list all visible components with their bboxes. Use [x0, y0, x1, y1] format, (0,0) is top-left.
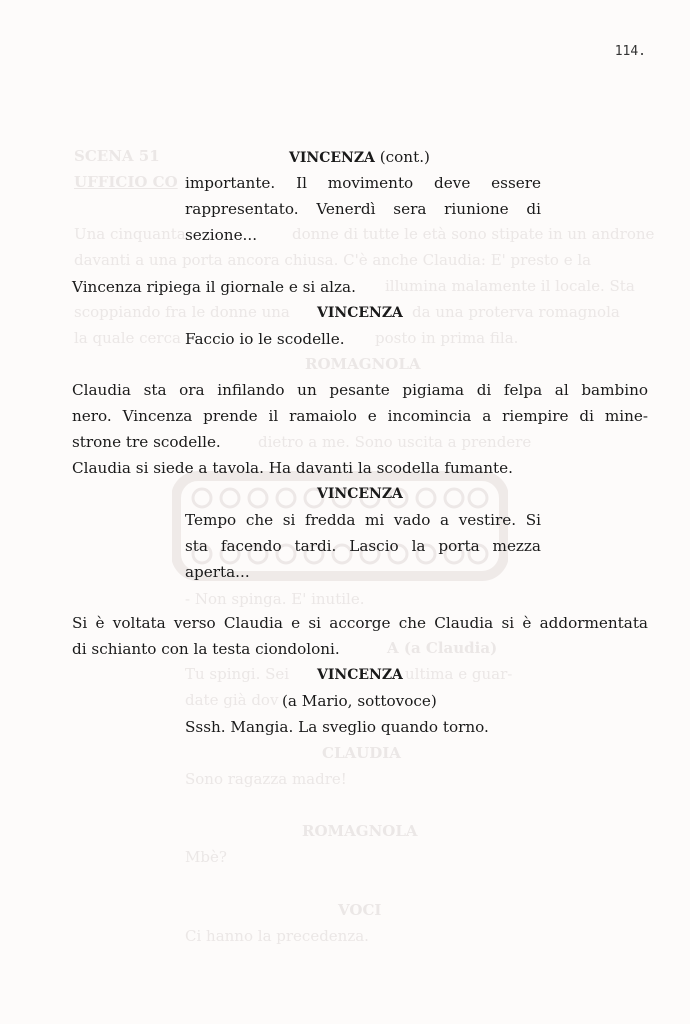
bleed-dialogue-line: dietro a me. Sono uscita a prendere — [258, 433, 532, 451]
dialogue-line: aperta... — [185, 563, 250, 581]
bleed-character: CLAUDIA — [322, 744, 401, 762]
bleed-description-line: da una proterva romagnola — [412, 303, 620, 321]
bleed-description-line: donne di tutte le età sono stipate in un androne — [292, 225, 655, 243]
character-cue — [289, 144, 430, 171]
bleed-dialogue-line: ultima e guar- — [405, 665, 513, 683]
bleed-character: VOCI — [338, 901, 382, 919]
bleed-dialogue-line: Tu spingi. Sei — [185, 665, 290, 683]
bleed-dialogue-line: - Non spinga. E' inutile. — [185, 590, 365, 608]
action-line: di schianto con la testa ciondoloni. — [72, 640, 340, 658]
dialogue-line: Faccio io le scodelle. — [185, 330, 345, 348]
bleed-description-line: scoppiando fra le donne una — [74, 303, 290, 321]
action-line: strone tre scodelle. — [72, 433, 221, 451]
action-line: Vincenza ripiega il giornale e si alza. — [72, 278, 356, 296]
dialogue-line: Tempo che si fredda mi vado a vestire. Si — [185, 511, 541, 529]
character-name: VINCENZA — [289, 150, 375, 166]
bleed-description-line: davanti a una porta ancora chiusa. C'è anche Claudia: E' presto e la — [74, 251, 592, 269]
bleed-dialogue-line: Mbè? — [185, 848, 227, 866]
bleed-character: ROMAGNOLA — [302, 822, 418, 840]
dialogue-line: rappresentato. Venerdì sera riunione di — [185, 200, 541, 218]
bleed-description-line: la quale cerca — [74, 329, 181, 347]
action-line: Si è voltata verso Claudia e si accorge che Claudia si è addormentata — [72, 614, 648, 632]
bleed-description-line: posto in prima fila. — [375, 329, 519, 347]
bleed-character: A (a Claudia) — [387, 639, 498, 657]
bleed-character: ROMAGNOLA — [305, 355, 421, 373]
dialogue-line: sezione... — [185, 226, 258, 244]
dialogue-line: Sssh. Mangia. La sveglio quando torno. — [185, 718, 489, 736]
bleed-description-line: Una cinquanta — [74, 225, 186, 243]
character-name: VINCENZA — [317, 667, 403, 683]
bleed-dialogue-line: Ci hanno la precedenza. — [185, 927, 369, 945]
bleed-location: UFFICIO CO — [74, 173, 178, 191]
action-line: Claudia sta ora infilando un pesante pigiama di felpa al bambino — [72, 381, 648, 399]
bleed-description-line: illumina malamente il locale. Sta — [385, 277, 635, 295]
character-name: VINCENZA — [317, 305, 403, 321]
bleed-scene-heading: SCENA 51 — [74, 147, 160, 165]
action-line: nero. Vincenza prende il ramaiolo e incomincia a riempire di mine- — [72, 407, 648, 425]
page-number: 114. — [614, 44, 646, 59]
dialogue-line: importante. Il movimento deve essere — [185, 174, 541, 192]
parenthetical: (a Mario, sottovoce) — [282, 692, 437, 710]
action-line: Claudia si siede a tavola. Ha davanti la scodella fumante. — [72, 459, 513, 477]
bleed-dialogue-line: Sono ragazza madre! — [185, 770, 347, 788]
dialogue-line: sta facendo tardi. Lascio la porta mezza — [185, 537, 541, 555]
character-extension: (cont.) — [379, 148, 430, 166]
character-name: VINCENZA — [317, 486, 403, 502]
bleed-dialogue-line: date già dov — [185, 691, 279, 709]
